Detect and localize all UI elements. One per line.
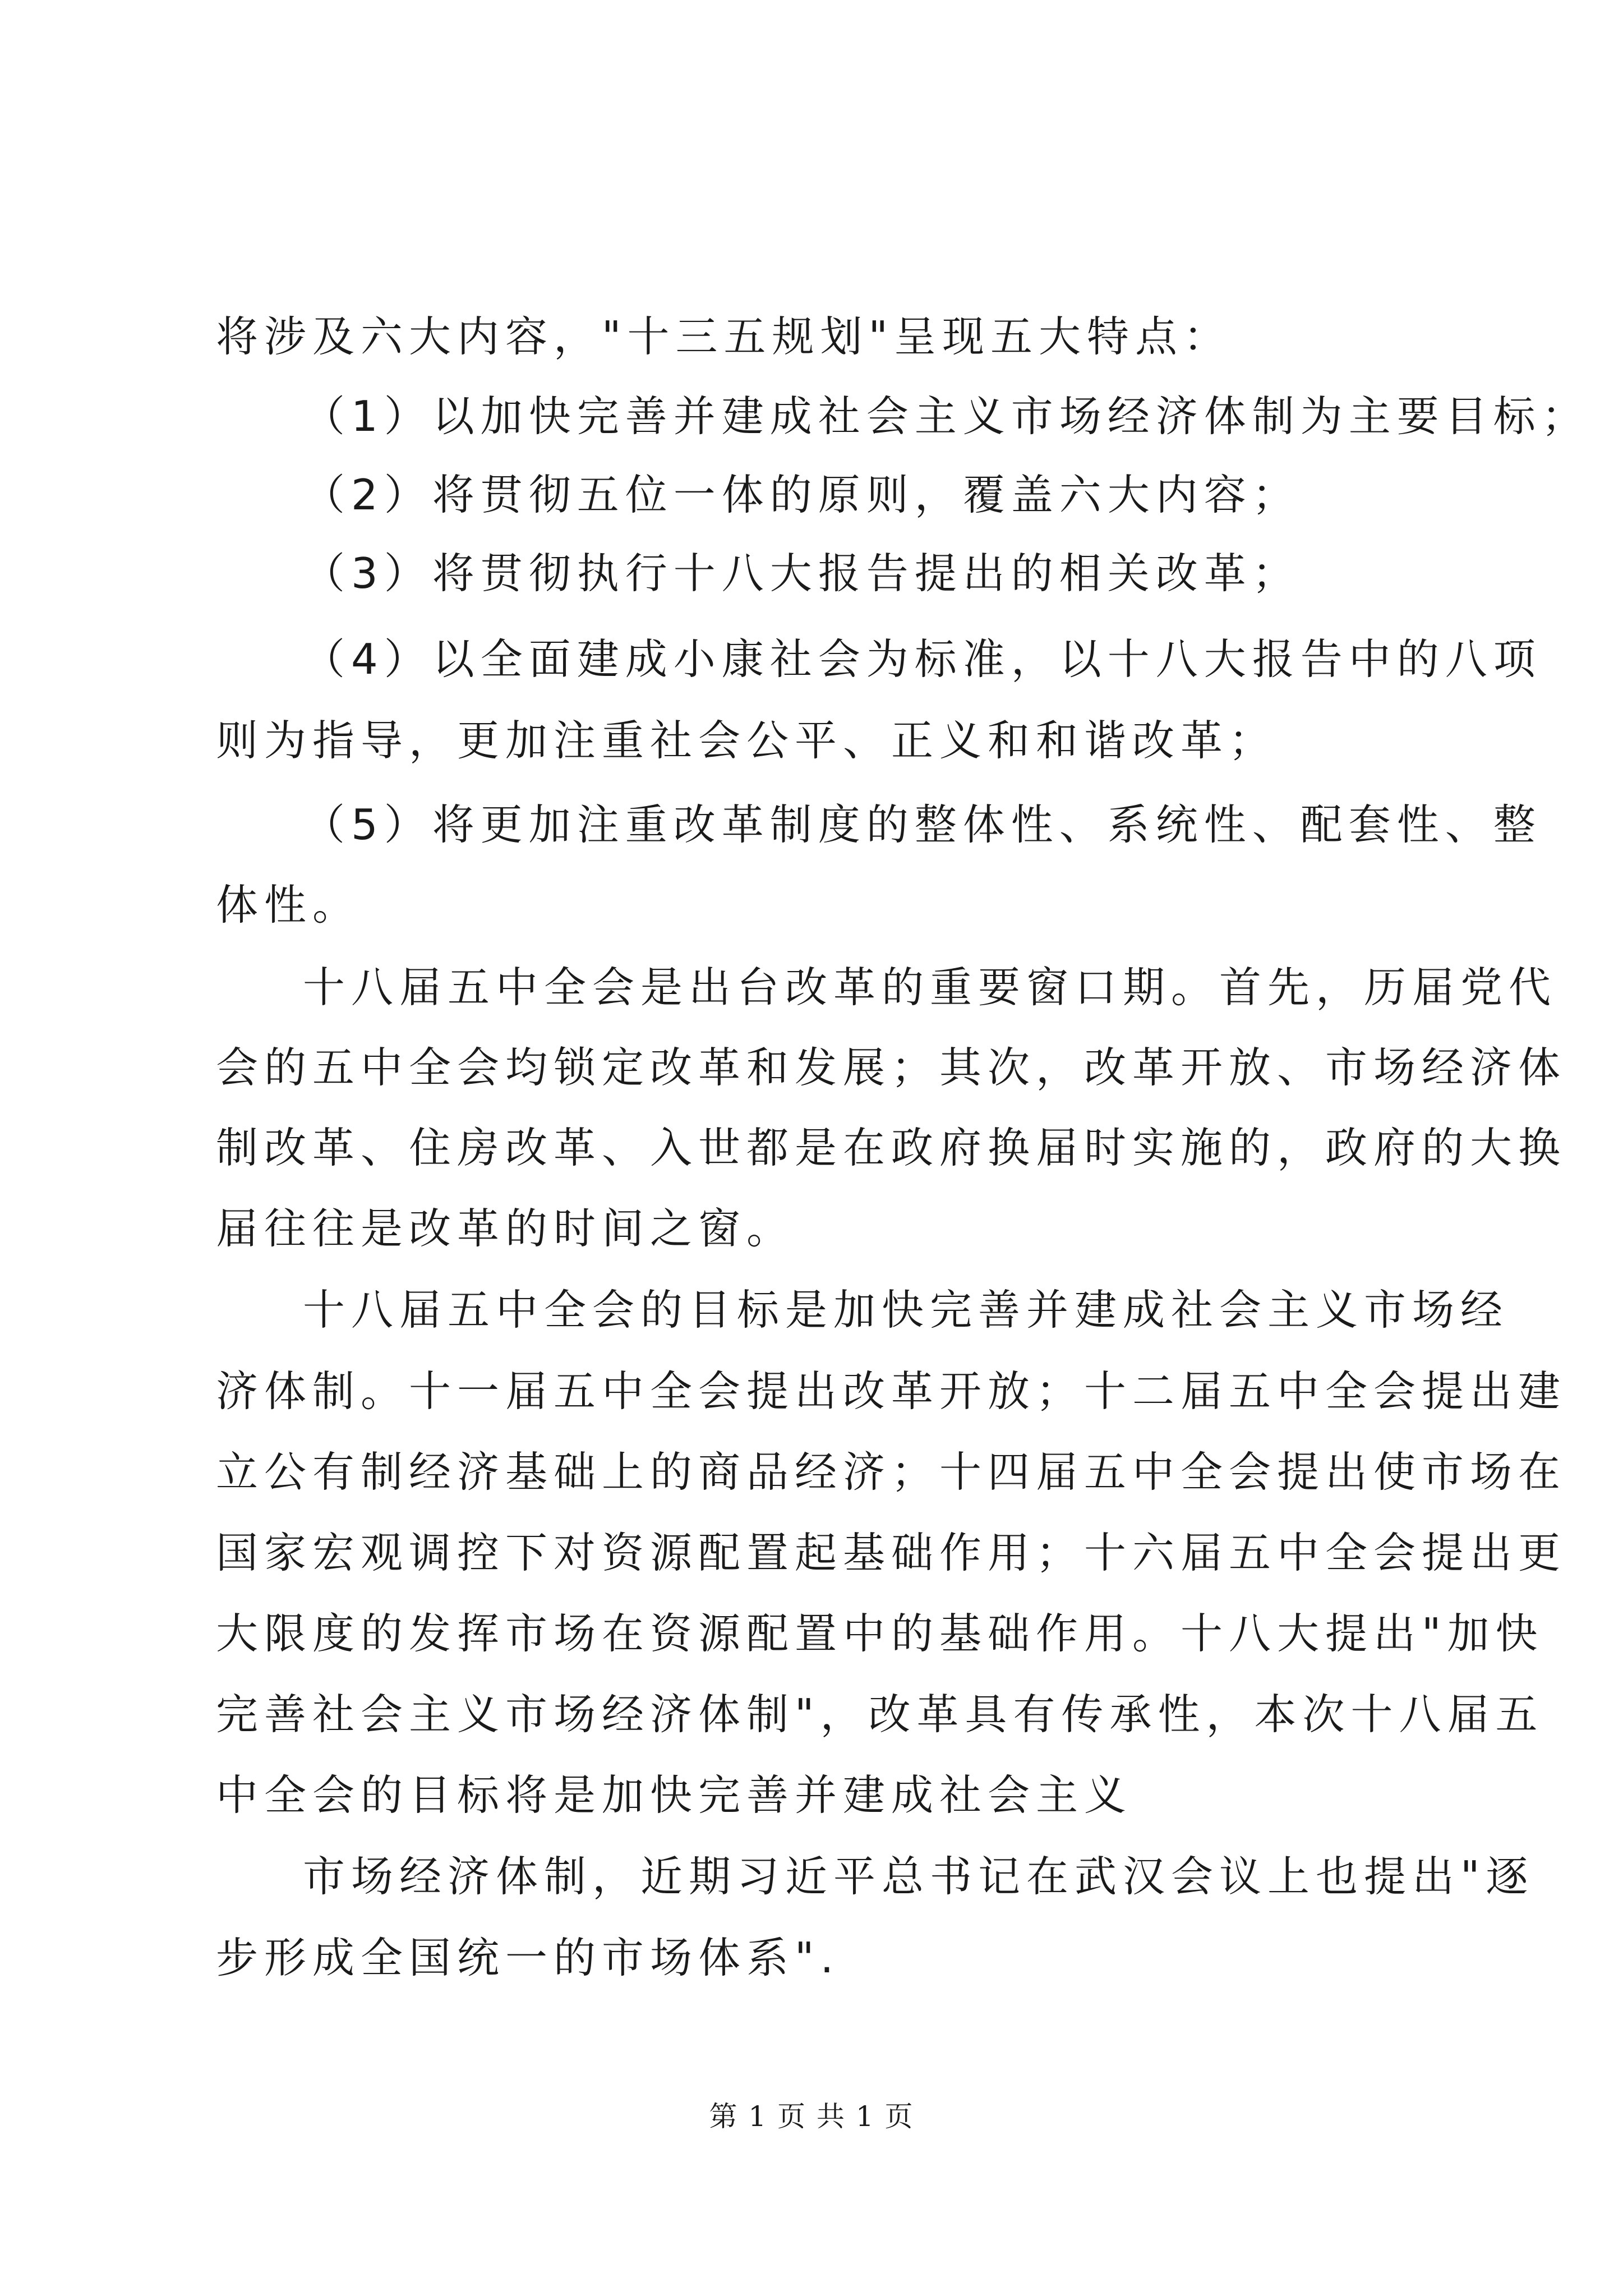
text-line-2: （1）以加快完善并建成社会主义市场经济体制为主要目标； bbox=[303, 392, 1590, 441]
text-line-7: （5）将更加注重改革制度的整体性、系统性、配套性、整 bbox=[303, 800, 1542, 849]
text-line-18: 完善社会主义市场经济体制"，改革具有传承性，本次十八届五 bbox=[216, 1690, 1544, 1739]
text-line-19: 中全会的目标将是加快完善并建成社会主义 bbox=[216, 1770, 1133, 1820]
text-line-14: 济体制。十一届五中全会提出改革开放；十二届五中全会提出建 bbox=[216, 1366, 1567, 1416]
text-line-3: （2）将贯彻五位一体的原则，覆盖六大内容； bbox=[303, 470, 1301, 519]
text-line-1: 将涉及六大内容，"十三五规划"呈现五大特点： bbox=[216, 312, 1232, 361]
page-number-footer: 第 1 页 共 1 页 bbox=[709, 2100, 914, 2133]
text-line-12: 届往往是改革的时间之窗。 bbox=[216, 1204, 795, 1253]
text-line-11: 制改革、住房改革、入世都是在政府换届时实施的，政府的大换 bbox=[216, 1123, 1567, 1172]
text-line-8: 体性。 bbox=[216, 880, 361, 930]
text-line-9: 十八届五中全会是出台改革的重要窗口期。首先，历届党代 bbox=[303, 963, 1557, 1012]
text-line-4: （3）将贯彻执行十八大报告提出的相关改革； bbox=[303, 549, 1301, 598]
text-line-16: 国家宏观调控下对资源配置起基础作用；十六届五中全会提出更 bbox=[216, 1528, 1567, 1577]
text-line-15: 立公有制经济基础上的商品经济；十四届五中全会提出使市场在 bbox=[216, 1447, 1567, 1497]
text-line-17: 大限度的发挥市场在资源配置中的基础作用。十八大提出"加快 bbox=[216, 1609, 1544, 1658]
text-line-21: 步形成全国统一的市场体系". bbox=[216, 1933, 840, 1982]
text-line-6: 则为指导，更加注重社会公平、正义和和谐改革； bbox=[216, 716, 1278, 765]
text-line-5: （4）以全面建成小康社会为标准，以十八大报告中的八项 bbox=[303, 634, 1542, 684]
text-line-13: 十八届五中全会的目标是加快完善并建成社会主义市场经 bbox=[303, 1285, 1509, 1335]
text-line-10: 会的五中全会均锁定改革和发展；其次，改革开放、市场经济体 bbox=[216, 1043, 1567, 1092]
text-line-20: 市场经济体制，近期习近平总书记在武汉会议上也提出"逐 bbox=[303, 1852, 1534, 1901]
